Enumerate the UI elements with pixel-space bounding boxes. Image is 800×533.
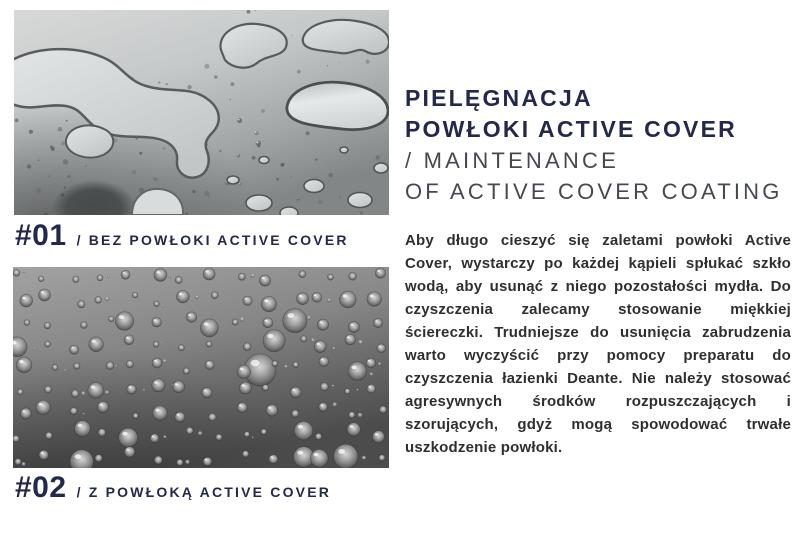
figure1-label: / BEZ POWŁOKI ACTIVE COVER — [76, 232, 349, 248]
figure2-caption — [15, 472, 331, 504]
water-beads-photo — [13, 267, 389, 468]
figure2-number: #02 — [15, 471, 67, 504]
heading-en-line1: / MAINTENANCE — [405, 148, 619, 173]
water-puddles-photo — [14, 10, 389, 215]
page-title — [405, 83, 791, 207]
figure1-number: #01 — [15, 219, 67, 252]
heading-pl-line1: PIELĘGNACJA — [405, 85, 593, 111]
figure2-label: / Z POWŁOKĄ ACTIVE COVER — [76, 484, 332, 500]
heading-en-line2: OF ACTIVE COVER COATING — [405, 179, 783, 204]
maintenance-paragraph: Aby długo cieszyć się zaletami powłoki Active Cover, wystarczy po każdej kąpieli spłukać szkło wodą, aby usunąć z niego pozostałości mydła. Do czyszczenia zalecamy stosowanie miękkiej ściereczki. Trudniejsze do usunięcia zabrudzenia warto wyczyścić przy pomocy preparatu do czyszczenia łazienki Deante. Nie należy stosować agresywnych środków rozpuszczających i szorujących, gdyż mogą spowodować trwałe uszkodzenie powłoki. — [405, 232, 791, 456]
heading-pl-line2: POWŁOKI ACTIVE COVER — [405, 116, 737, 142]
text-column — [405, 83, 791, 459]
figure1-caption — [15, 220, 349, 252]
